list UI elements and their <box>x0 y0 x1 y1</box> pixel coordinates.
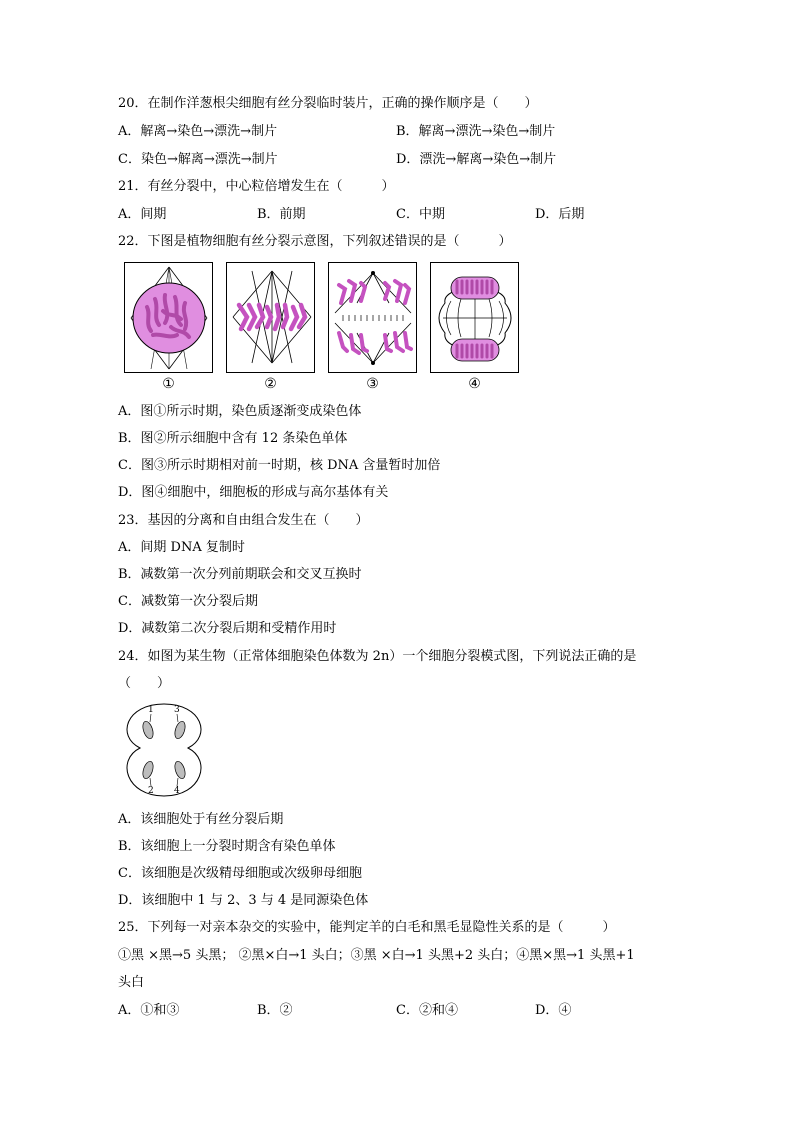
chromosome-number-3: 3 <box>174 705 180 715</box>
q21-option-a: A．间期 <box>118 207 167 222</box>
q22-stem: 22．下图是植物细胞有丝分裂示意图，下列叙述错误的是（ ） <box>118 234 512 249</box>
cell-division-figure <box>118 700 210 800</box>
q21-stem: 21．有丝分裂中，中心粒倍增发生在（ ） <box>118 179 395 194</box>
q23-option-c: C．减数第一次分裂后期 <box>118 594 258 609</box>
q25-option-a: A．①和③ <box>118 1003 180 1018</box>
q24-option-a: A．该细胞处于有丝分裂后期 <box>118 812 284 827</box>
q25-option-c: C．②和④ <box>396 1003 458 1018</box>
q24-stem-continued: （ ） <box>118 676 171 691</box>
q25-option-b: B．② <box>257 1003 293 1018</box>
prophase-cell-drawing <box>125 263 214 374</box>
mitosis-figure <box>124 262 524 392</box>
mitosis-panel-3 <box>328 262 417 373</box>
mitosis-label-3: ③ <box>366 376 379 392</box>
q20-option-a: A．解离→染色→漂洗→制片 <box>118 124 278 139</box>
q22-option-a: A．图①所示时期，染色质逐渐变成染色体 <box>118 404 362 419</box>
telophase-cell-drawing <box>431 263 520 374</box>
q23-option-d: D．减数第二次分裂后期和受精作用时 <box>118 621 337 636</box>
q24-option-c: C．该细胞是次级精母细胞或次级卵母细胞 <box>118 866 362 881</box>
q20-option-c: C．染色→解离→漂洗→制片 <box>118 152 278 167</box>
chromosome-number-4: 4 <box>174 786 180 796</box>
mitosis-label-4: ④ <box>468 376 481 392</box>
q25-crosses-line-1: ①黑 ×黑→5 头黑； ②黑×白→1 头白；③黑 ×白→1 头黑+2 头白；④黑×黑→1 头黑+1 <box>118 948 635 963</box>
mitosis-panel-4 <box>430 262 519 373</box>
q23-stem: 23．基因的分离和自由组合发生在（ ） <box>118 513 369 528</box>
q25-stem: 25．下列每一对亲本杂交的实验中，能判定羊的白毛和黑毛显隐性关系的是（ ） <box>118 920 616 935</box>
q24-option-d: D．该细胞中 1 与 2、3 与 4 是同源染色体 <box>118 893 369 908</box>
q24-option-b: B．该细胞上一分裂时期含有染色单体 <box>118 839 336 854</box>
q21-option-d: D．后期 <box>535 207 585 222</box>
q21-option-b: B．前期 <box>257 207 306 222</box>
q21-option-c: C．中期 <box>396 207 445 222</box>
q22-option-d: D．图④细胞中，细胞板的形成与高尔基体有关 <box>118 485 389 500</box>
q20-stem: 20．在制作洋葱根尖细胞有丝分裂临时装片，正确的操作顺序是（ ） <box>118 96 538 111</box>
q22-option-b: B．图②所示细胞中含有 12 条染色单体 <box>118 431 348 446</box>
chromosome-number-2: 2 <box>148 786 154 796</box>
chromosome-number-1: 1 <box>148 705 154 715</box>
mitosis-panel-2 <box>226 262 315 373</box>
metaphase-cell-drawing <box>227 263 316 374</box>
q25-option-d: D．④ <box>535 1003 572 1018</box>
dividing-cell-drawing <box>118 700 210 800</box>
mitosis-label-1: ① <box>162 376 175 392</box>
q25-crosses-line-2: 头白 <box>118 975 145 990</box>
q23-option-a: A．间期 DNA 复制时 <box>118 540 245 555</box>
q20-option-b: B．解离→漂洗→染色→制片 <box>396 124 556 139</box>
q22-option-c: C．图③所示时期相对前一时期，核 DNA 含量暂时加倍 <box>118 458 441 473</box>
anaphase-cell-drawing <box>329 263 418 374</box>
q23-option-b: B．减数第一次分列前期联会和交叉互换时 <box>118 567 362 582</box>
mitosis-label-2: ② <box>264 376 277 392</box>
mitosis-panel-1 <box>124 262 213 373</box>
q20-option-d: D．漂洗→解离→染色→制片 <box>396 152 557 167</box>
q24-stem: 24．如图为某生物（正常体细胞染色体数为 2n）一个细胞分裂模式图，下列说法正确的是 <box>118 649 637 664</box>
